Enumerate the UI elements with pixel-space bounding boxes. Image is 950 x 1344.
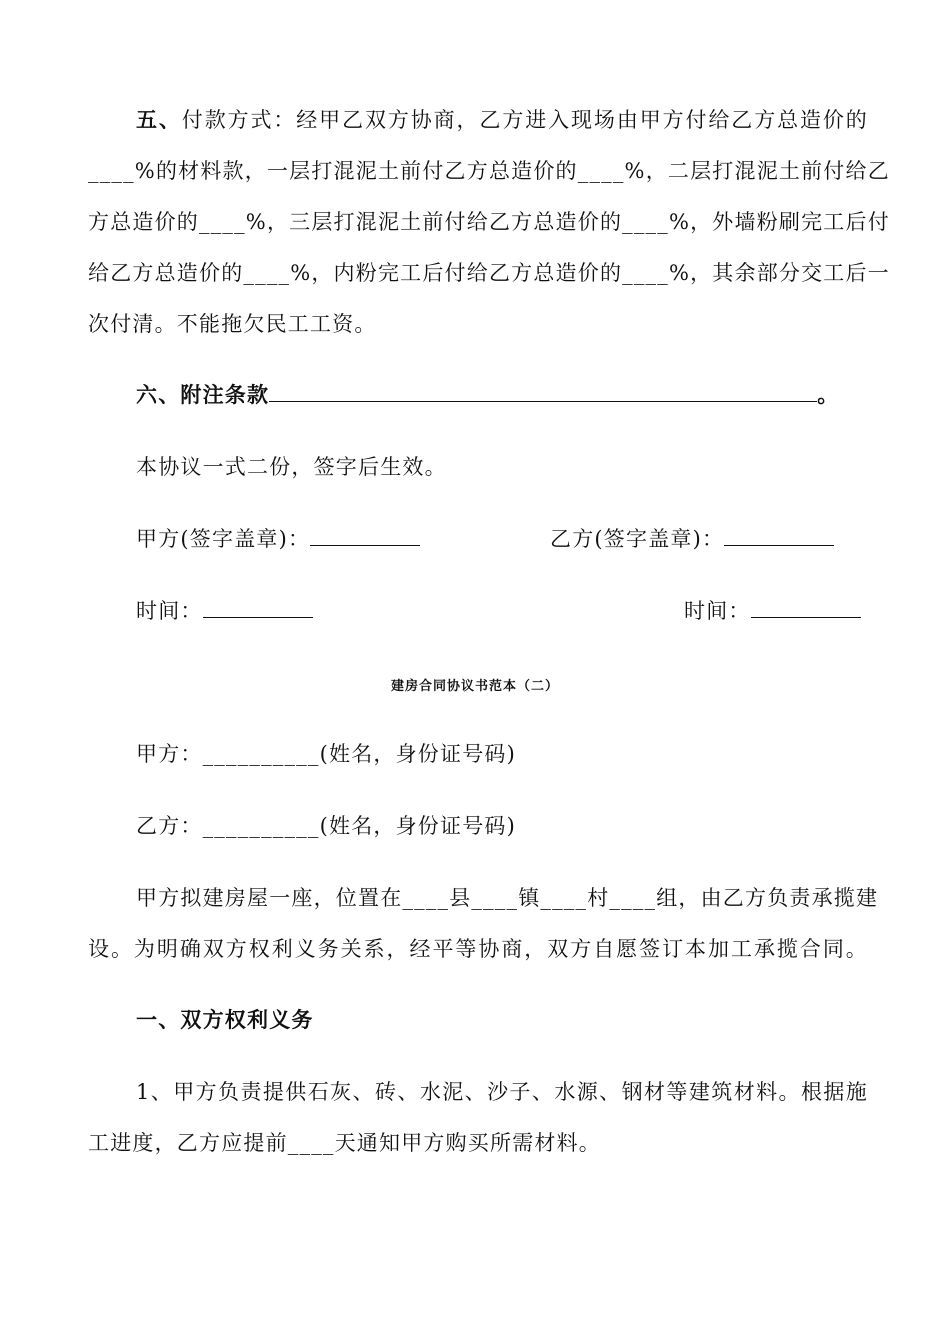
time-right [684,597,861,624]
section5-heading: 五、 [136,107,182,132]
section5-line2: ____%的材料款，一层打混泥土前付乙方总造价的____%，二层打混泥土前付给乙 [88,159,890,183]
section6-end: 。 [817,382,840,407]
item1-line2: 工进度，乙方应提前____天通知甲方购买所需材料。 [88,1131,601,1155]
section5-text1: 付款方式：经甲乙双方协商，乙方进入现场由甲方付给乙方总造价的 [181,108,868,132]
agreement-note: 本协议一式二份，签字后生效。 [136,455,447,479]
time-left-label: 时间： [136,599,203,623]
intro-line1: 甲方拟建房屋一座，位置在____县____镇____村____组，由乙方负责承揽建 [136,886,879,910]
time-left-blank [203,597,313,618]
section5-line5: 次付清。不能拖欠民工工资。 [88,312,377,336]
time-left [136,597,436,623]
time-right-blank [751,597,861,618]
party-a-signature-blank [310,525,420,546]
section5-line4: 给乙方总造价的____%，内粉完工后付给乙方总造价的____%，其余部分交工后一 [88,261,890,285]
party-a-line: 甲方：__________(姓名，身份证号码) [136,742,516,766]
item1-line1: 1、甲方负责提供石灰、砖、水泥、沙子、水源、钢材等建筑材料。根据施 [136,1080,868,1104]
party-b-signature-blank [724,525,834,546]
intro-line2: 设。为明确双方权利义务关系，经平等协商，双方自愿签订本加工承揽合同。 [88,937,868,961]
section5-line3: 方总造价的____%，三层打混泥土前付给乙方总造价的____%，外墙粉刷完工后付 [88,210,890,234]
section6-heading: 六、附注条款 [136,382,270,407]
time-right-label: 时间： [684,599,751,623]
party-a-signature-label: 甲方(签字盖章)： [136,527,311,551]
document-title: 建房合同协议书范本（二） [390,679,559,694]
section6-line [136,381,868,407]
section5-line1 [136,107,868,133]
party-b-signature-label: 乙方(签字盖章)： [550,527,725,551]
party-b-line: 乙方：__________(姓名，身份证号码) [136,814,516,838]
party-b-signature [550,525,834,552]
section1-heading: 一、双方权利义务 [136,1007,314,1032]
remarks-blank [269,381,817,402]
party-a-signature [136,525,496,551]
